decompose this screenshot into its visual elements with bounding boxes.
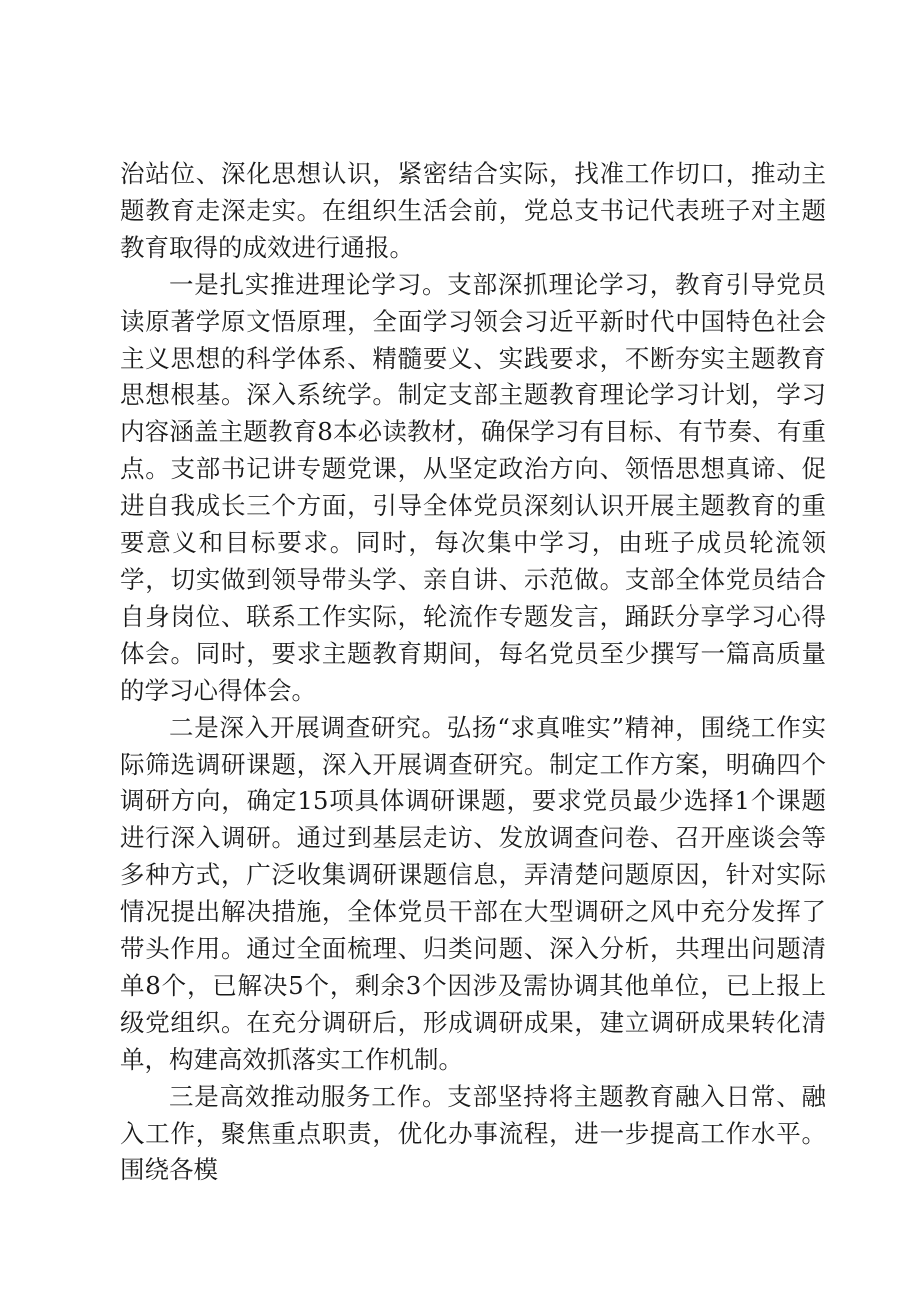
- paragraph-theory-study: 一是扎实推进理论学习。支部深抓理论学习，教育引导党员读原著学原文悟原理，全面学习领会习近平新时代中国特色社会主义思想的科学体系、精髓要义、实践要求，不断夯实主题教育思想根基。深入系统学。制定支部主题教育理论学习计划，学习内容涵盖主题教育8本必读教材，确保学习有目标、有节奏、有重点。支部书记讲专题党课，从坚定政治方向、领悟思想真谛、促进自我成长三个方面，引导全体党员深刻认识开展主题教育的重要意义和目标要求。同时，每次集中学习，由班子成员轮流领学，切实做到领导带头学、亲自讲、示范做。支部全体党员结合自身岗位、联系工作实际，轮流作专题发言，踊跃分享学习心得体会。同时，要求主题教育期间，每名党员至少撰写一篇高质量的学习心得体会。: [120, 269, 826, 705]
- paragraph-continuation: 治站位、深化思想认识，紧密结合实际，找准工作切口，推动主题教育走深走实。在组织生活会前，党总支书记代表班子对主题教育取得的成效进行通报。: [120, 159, 826, 262]
- paragraph-investigation-research: 二是深入开展调查研究。弘扬“求真唯实”精神，围绕工作实际筛选调研课题，深入开展调查研究。制定工作方案，明确四个调研方向，确定15项具体调研课题，要求党员最少选择1个课题进行深入调研。通过到基层走访、发放调查问卷、召开座谈会等多种方式，广泛收集调研课题信息，弄清楚问题原因，针对实际情况提出解决措施，全体党员干部在大型调研之风中充分发挥了带头作用。通过全面梳理、归类问题、深入分析，共理出问题清单8个，已解决5个，剩余3个因涉及需协调其他单位，已上报上级党组织。在充分调研后，形成调研成果，建立调研成果转化清单，构建高效抓落实工作机制。: [120, 712, 826, 1074]
- paragraph-service-work: 三是高效推动服务工作。支部坚持将主题教育融入日常、融入工作，聚焦重点职责，优化办事流程，进一步提高工作水平。围绕各模: [120, 1081, 826, 1185]
- document-body: [120, 156, 826, 1189]
